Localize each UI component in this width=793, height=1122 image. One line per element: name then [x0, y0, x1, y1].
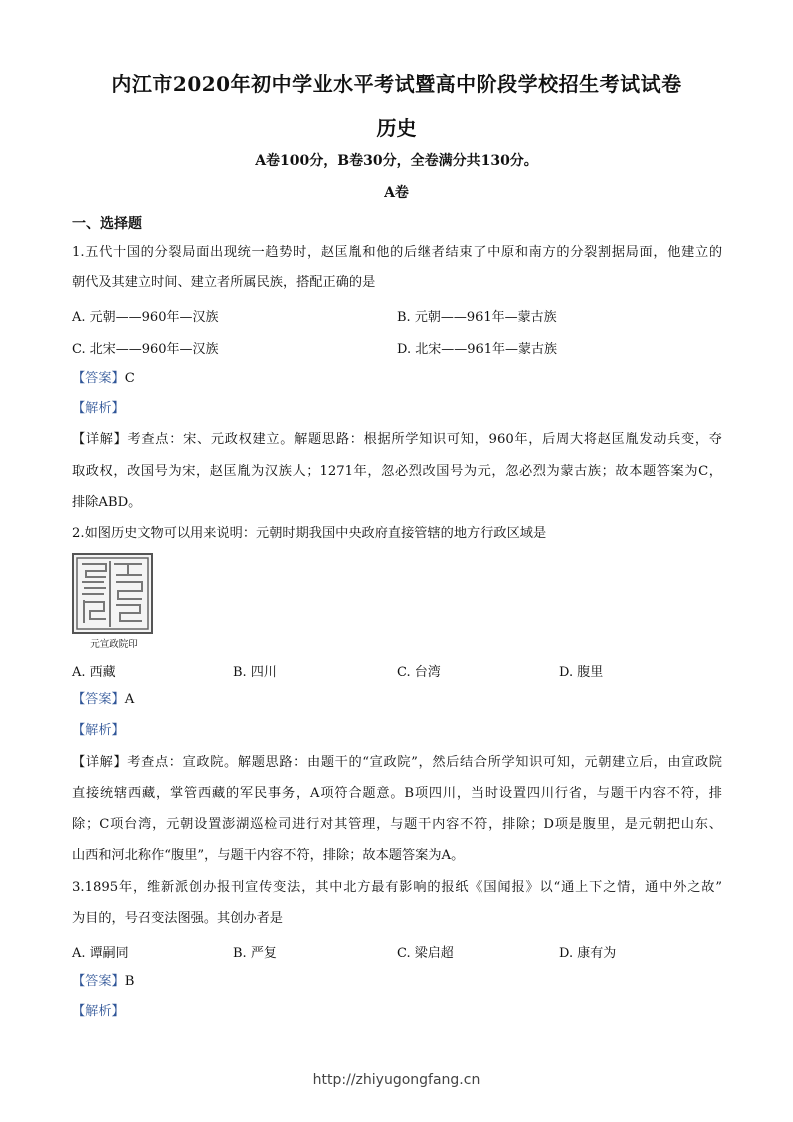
q1-detail-line2: 取政权，改国号为宋，赵匡胤为汉族人；1271年，忽必烈改国号为元，忽必烈为蒙古族；故本题答案为C， — [72, 464, 722, 479]
q2-option-d: D. 腹里 — [559, 665, 604, 680]
q1-option-c: C. 北宋——960年—汉族 — [72, 342, 219, 357]
q1-detail-line1: 【详解】考查点：宋、元政权建立。解题思路：根据所学知识可知，960年，后周大将赵匡胤发动兵变，夺 — [72, 432, 722, 447]
q3-stem-line2: 为目的，号召变法图强。其创办者是 — [72, 911, 283, 926]
answer-value: B — [124, 974, 135, 989]
q1-detail-line3: 排除ABD。 — [72, 495, 142, 510]
seal-caption: 元宣政院印 — [90, 639, 138, 650]
part-title: A卷 — [384, 185, 409, 201]
answer-value: C — [124, 371, 135, 386]
q2-option-a: A. 西藏 — [72, 665, 116, 680]
q3-stem-line1: 3.1895年，维新派创办报刊宣传变法，其中北方最有影响的报纸《国闻报》以“通上下之情，通中外之故” — [72, 880, 722, 895]
q1-stem-line1: 1.五代十国的分裂局面出现统一趋势时，赵匡胤和他的后继者结束了中原和南方的分裂割据局面，他建立的 — [72, 245, 722, 260]
q2-detail-line2: 直接统辖西藏，掌管西藏的军民事务，A项符合题意。B项四川，当时设置四川行省，与题干内容不符，排 — [72, 786, 722, 801]
q2-option-c: C. 台湾 — [397, 665, 441, 680]
q1-option-d: D. 北宋——961年—蒙古族 — [397, 342, 558, 357]
q3-option-a: A. 谭嗣同 — [72, 946, 129, 961]
answer-label: 【答案】 — [72, 974, 125, 989]
q1-option-a: A. 元朝——960年—汉族 — [72, 310, 219, 325]
q2-answer — [72, 690, 722, 710]
q2-analysis-label: 【解析】 — [72, 723, 125, 738]
q2-stem: 2.如图历史文物可以用来说明：元朝时期我国中央政府直接管辖的地方行政区域是 — [72, 526, 547, 541]
q3-option-d: D. 康有为 — [559, 946, 617, 961]
q2-option-b: B. 四川 — [233, 665, 277, 680]
score-note: A卷100分，B卷30分，全卷满分共130分。 — [255, 153, 538, 169]
seal-image — [72, 553, 153, 634]
answer-value: A — [124, 692, 135, 707]
q1-analysis-label: 【解析】 — [72, 401, 125, 416]
q1-stem-line2: 朝代及其建立时间、建立者所属民族，搭配正确的是 — [72, 275, 376, 290]
q3-answer — [72, 972, 722, 992]
answer-label: 【答案】 — [72, 692, 125, 707]
q2-detail-line3: 除；C项台湾，元朝设置澎湖巡检司进行对其管理，与题干内容不符，排除；D项是腹里，是元朝把山东、 — [72, 817, 722, 832]
footer-url: http://zhiyugongfang.cn — [312, 1072, 481, 1088]
answer-label: 【答案】 — [72, 371, 125, 386]
subject-title: 历史 — [376, 116, 417, 140]
q2-detail-line4: 山西和河北称作“腹里”，与题干内容不符，排除；故本题答案为A。 — [72, 848, 465, 863]
q3-option-c: C. 梁启超 — [397, 946, 454, 961]
q2-detail-line1: 【详解】考查点：宣政院。解题思路：由题干的“宣政院”，然后结合所学知识可知，元朝建立后，由宣政院 — [72, 755, 722, 770]
q3-option-b: B. 严复 — [233, 946, 277, 961]
seal-pattern-icon — [74, 555, 151, 632]
q3-analysis-label: 【解析】 — [72, 1004, 125, 1019]
q1-answer — [72, 369, 722, 389]
section-title: 一、选择题 — [72, 216, 142, 232]
q1-option-b: B. 元朝——961年—蒙古族 — [397, 310, 557, 325]
exam-title: 内江市2020年初中学业水平考试暨高中阶段学校招生考试试卷 — [111, 72, 682, 96]
